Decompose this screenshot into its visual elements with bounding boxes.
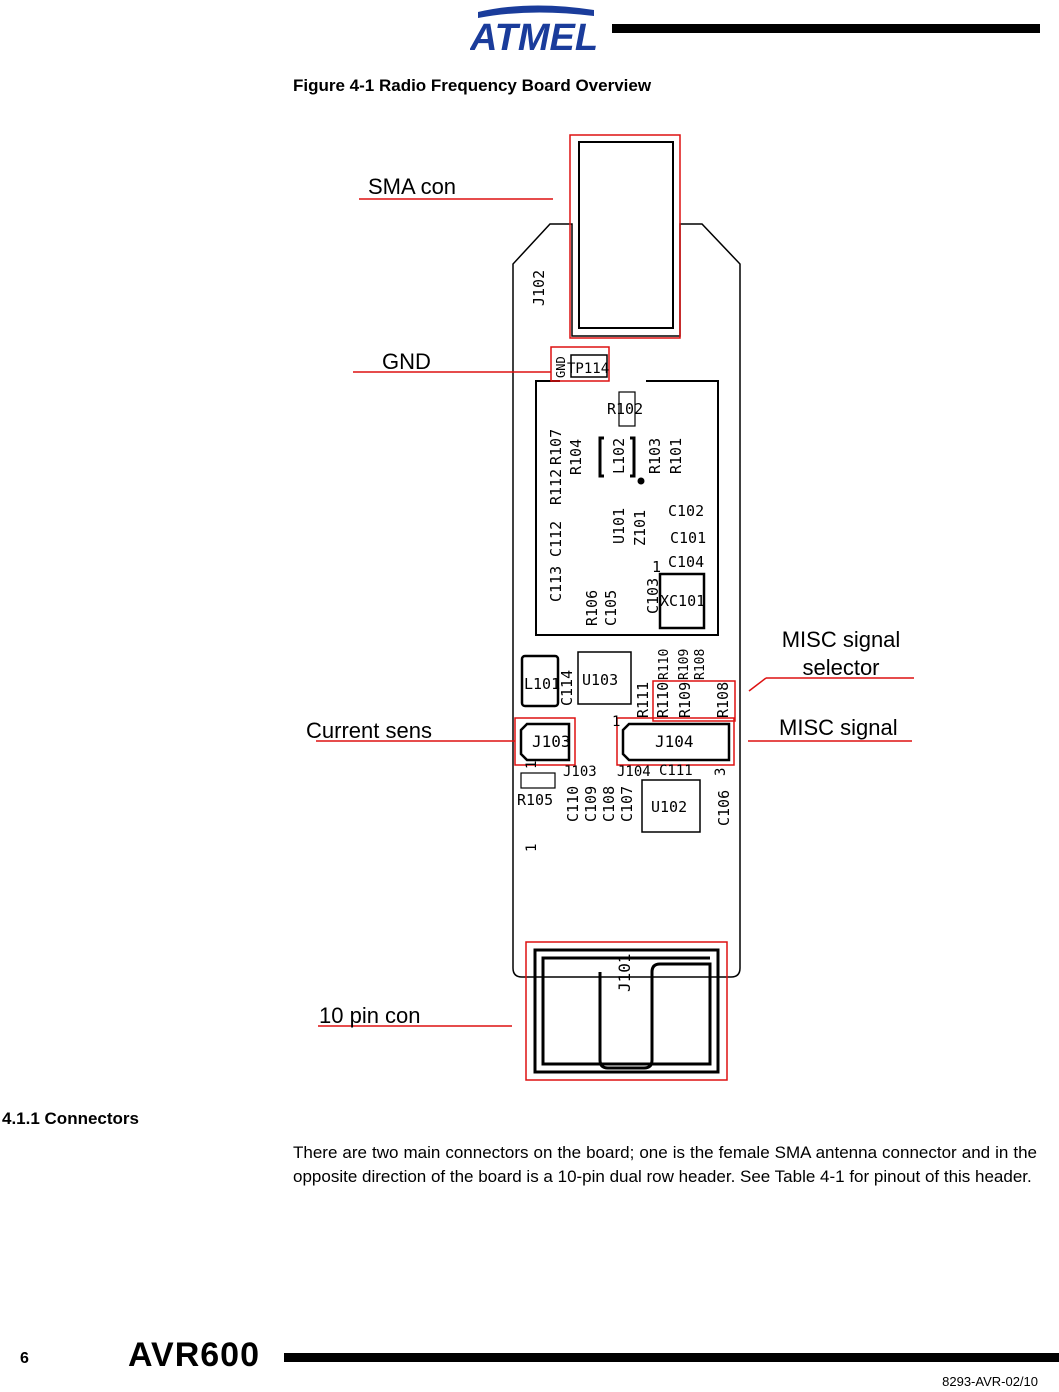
label-r112: R112 bbox=[547, 468, 565, 505]
sma-highlight bbox=[570, 135, 680, 338]
label-c108: C108 bbox=[600, 785, 618, 822]
label-c106: C106 bbox=[715, 789, 733, 826]
section-heading: 4.1.1 Connectors bbox=[2, 1109, 139, 1128]
label-c110: C110 bbox=[564, 785, 582, 822]
label-r109-top: R109 bbox=[677, 648, 692, 680]
logo-text: ATMEL bbox=[470, 17, 598, 58]
label-pin1-c: 1 bbox=[524, 760, 540, 769]
label-c111: C111 bbox=[659, 763, 693, 779]
label-r108-top: R108 bbox=[693, 648, 708, 680]
label-c113: C113 bbox=[547, 565, 565, 602]
label-c102: C102 bbox=[668, 502, 705, 520]
label-r101: R101 bbox=[667, 437, 685, 474]
label-gnd-silk: GND bbox=[554, 356, 568, 378]
product-name: AVR600 bbox=[128, 1336, 260, 1374]
sma-connector bbox=[579, 142, 673, 328]
label-pin1-a: 1 bbox=[652, 558, 662, 576]
label-u101: U101 bbox=[610, 507, 628, 544]
label-r105: R105 bbox=[517, 791, 554, 809]
document-code: 8293-AVR-02/10 bbox=[942, 1374, 1038, 1389]
label-j102: J102 bbox=[530, 269, 548, 306]
callout-misc-selector-1: MISC signal bbox=[781, 627, 901, 652]
label-c114: C114 bbox=[558, 669, 576, 706]
label-c103: C103 bbox=[644, 577, 662, 614]
label-pin1-b: 1 bbox=[612, 714, 621, 730]
label-l102: L102 bbox=[610, 437, 628, 474]
label-j103: J103 bbox=[563, 764, 597, 780]
callout-ten-pin: 10 pin con bbox=[319, 1003, 421, 1028]
body-paragraph: There are two main connectors on the board; one is the female SMA antenna connector and in the opposite direction of the board is a 10-pin dual row header. See Table 4-1 for pinout of this header. bbox=[293, 1143, 1037, 1186]
r105-pad bbox=[521, 773, 555, 788]
label-pin3: 3 bbox=[713, 767, 729, 776]
label-c105: C105 bbox=[602, 589, 620, 626]
label-r103: R103 bbox=[646, 437, 664, 474]
footer-rule bbox=[284, 1353, 1059, 1362]
label-u102: U102 bbox=[651, 798, 688, 816]
label-r107: R107 bbox=[547, 428, 565, 465]
page-number: 6 bbox=[20, 1350, 29, 1367]
label-r104: R104 bbox=[567, 438, 585, 475]
label-r110: R110 bbox=[654, 681, 672, 718]
label-r108: R108 bbox=[714, 681, 732, 718]
label-j104-box: J104 bbox=[655, 732, 694, 751]
figure-caption: Figure 4-1 Radio Frequency Board Overview bbox=[293, 76, 652, 95]
label-r102: R102 bbox=[607, 400, 644, 418]
callout-gnd: GND bbox=[382, 349, 431, 374]
callout-sma: SMA con bbox=[368, 174, 457, 199]
label-c107: C107 bbox=[618, 785, 636, 822]
label-c104: C104 bbox=[668, 553, 705, 571]
pin1-dot bbox=[638, 478, 645, 485]
label-c109: C109 bbox=[582, 785, 600, 822]
label-c101: C101 bbox=[670, 529, 707, 547]
label-pin1-d: 1 bbox=[524, 843, 540, 852]
label-j101: J101 bbox=[615, 953, 634, 992]
label-j104: J104 bbox=[617, 764, 651, 780]
label-j103-box: J103 bbox=[532, 732, 571, 751]
label-xc101: XC101 bbox=[660, 592, 706, 610]
label-tp114: TP114 bbox=[567, 361, 610, 377]
callout-current-sens: Current sens bbox=[306, 718, 432, 743]
label-r111: R111 bbox=[634, 681, 652, 718]
label-u103: U103 bbox=[582, 671, 619, 689]
misc-selector-callout-line bbox=[749, 678, 766, 691]
label-c112: C112 bbox=[547, 520, 565, 557]
label-r109: R109 bbox=[676, 681, 694, 718]
label-z101: Z101 bbox=[631, 509, 649, 546]
callout-misc-selector-2: selector bbox=[802, 655, 880, 680]
label-r106: R106 bbox=[583, 589, 601, 626]
label-r110-top: R110 bbox=[657, 648, 672, 680]
callout-misc-signal: MISC signal bbox=[779, 715, 898, 740]
label-l101: L101 bbox=[524, 675, 561, 693]
